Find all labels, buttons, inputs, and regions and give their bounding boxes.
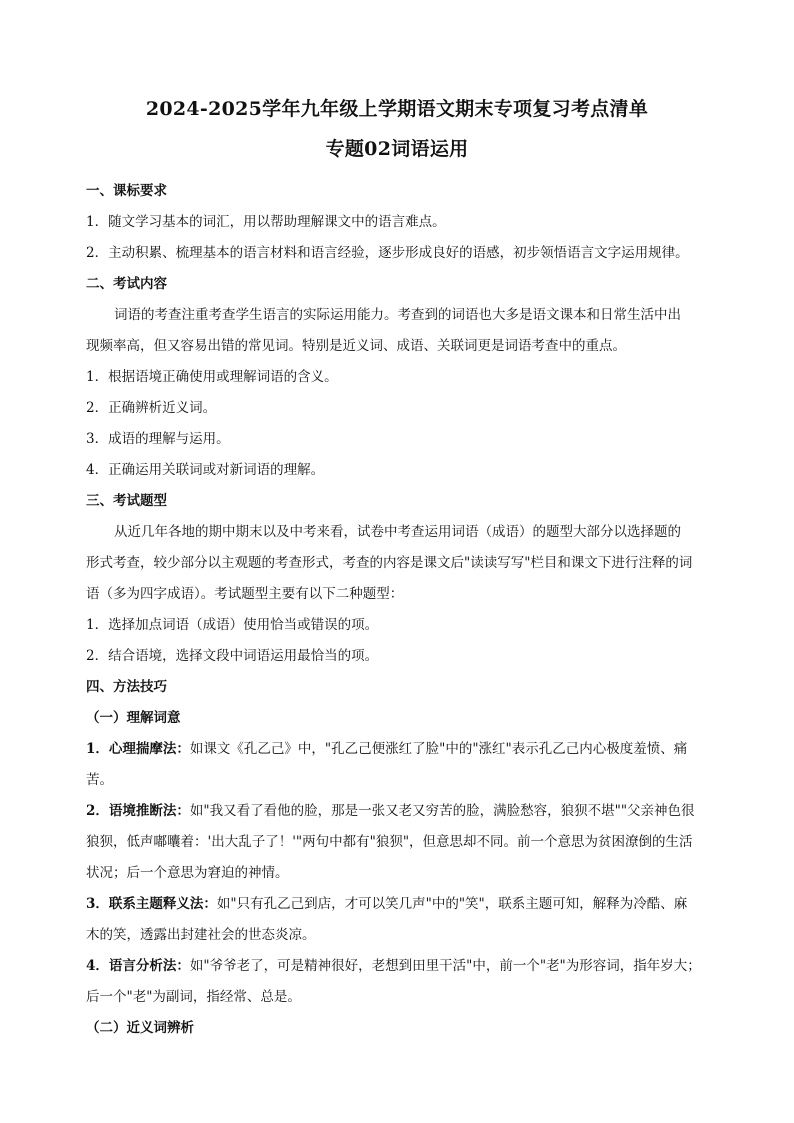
document-title: 2024-2025学年九年级上学期语文期末专项复习考点清单 (145, 98, 649, 120)
method-label: 1．心理揣摩法： (86, 741, 190, 757)
method-item (86, 734, 708, 765)
list-item: 1．选择加点词语（成语）使用恰当或错误的项。 (86, 617, 379, 633)
list-item: 1．随文学习基本的词汇，用以帮助理解课文中的语言难点。 (86, 214, 446, 230)
section-heading-content: 二、考试内容 (86, 276, 167, 292)
list-item: 2．正确辨析近义词。 (86, 400, 217, 416)
method-item (86, 951, 708, 982)
method-text-continuation: 狼狈，低声嘟囔着：'出大乱子了！'"两句中都有"狼狈"，但意思却不同。前一个意思为贫困潦倒的生活 (86, 834, 693, 850)
method-text-continuation: 苦。 (86, 772, 113, 788)
method-text: 如"我又看了看他的脸，那是一张又老又穷苦的脸，满脸愁容，狼狈不堪""父亲神色很 (189, 803, 695, 819)
list-item: 2．主动积累、梳理基本的语言材料和语言经验，逐步形成良好的语感，初步领悟语言文字运用规律。 (86, 245, 689, 261)
subsection-heading-word-meaning: （一）理解词意 (86, 710, 181, 726)
method-text-continuation: 后一个"老"为副词，指经常、总是。 (86, 989, 301, 1005)
list-item: 4．正确运用关联词或对新词语的理解。 (86, 462, 325, 478)
method-text: 如课文《孔乙己》中，"孔乙己便涨红了脸"中的"涨红"表示孔乙己内心极度羞愤、痛 (189, 741, 688, 757)
method-text: 如"爷爷老了，可是精神很好，老想到田里干活"中，前一个"老"为形容词，指年岁大； (189, 958, 701, 974)
method-text-continuation: 木的笑，透露出封建社会的世态炎凉。 (86, 927, 316, 943)
method-text-continuation: 状况；后一个意思为窘迫的神情。 (86, 865, 289, 881)
list-item: 2．结合语境，选择文段中词语运用最恰当的项。 (86, 648, 379, 664)
method-text: 如"只有孔乙己到店，才可以笑几声"中的"笑"，联系主题可知，解释为冷酷、麻 (216, 896, 688, 912)
method-item (86, 796, 708, 827)
method-label: 3．联系主题释义法： (86, 896, 217, 912)
paragraph-line: 现频率高，但又容易出错的常见词。特别是近义词、成语、关联词更是词语考查中的重点。 (86, 338, 626, 354)
section-heading-question-types: 三、考试题型 (86, 493, 167, 509)
document-subtitle: 专题02词语运用 (325, 138, 469, 160)
list-item: 1．根据语境正确使用或理解词语的含义。 (86, 369, 338, 385)
list-item: 3．成语的理解与运用。 (86, 431, 230, 447)
paragraph-line: 从近几年各地的期中期末以及中考来看，试卷中考查运用词语（成语）的题型大部分以选择题的 (114, 524, 681, 540)
method-item (86, 889, 708, 920)
paragraph-line: 语（多为四字成语）。考试题型主要有以下二种题型： (86, 586, 404, 602)
subsection-heading-synonyms: （二）近义词辨析 (86, 1020, 194, 1036)
method-label: 2．语境推断法： (86, 803, 190, 819)
paragraph-line: 形式考查，较少部分以主观题的考查形式，考查的内容是课文后"读读写写"栏目和课文下进行注释的词 (86, 555, 693, 571)
section-heading-methods: 四、方法技巧 (86, 679, 167, 695)
method-label: 4．语言分析法： (86, 958, 190, 974)
section-heading-standards: 一、课标要求 (86, 183, 167, 199)
paragraph-line: 词语的考查注重考查学生语言的实际运用能力。考查到的词语也大多是语文课本和日常生活中出 (114, 307, 681, 323)
